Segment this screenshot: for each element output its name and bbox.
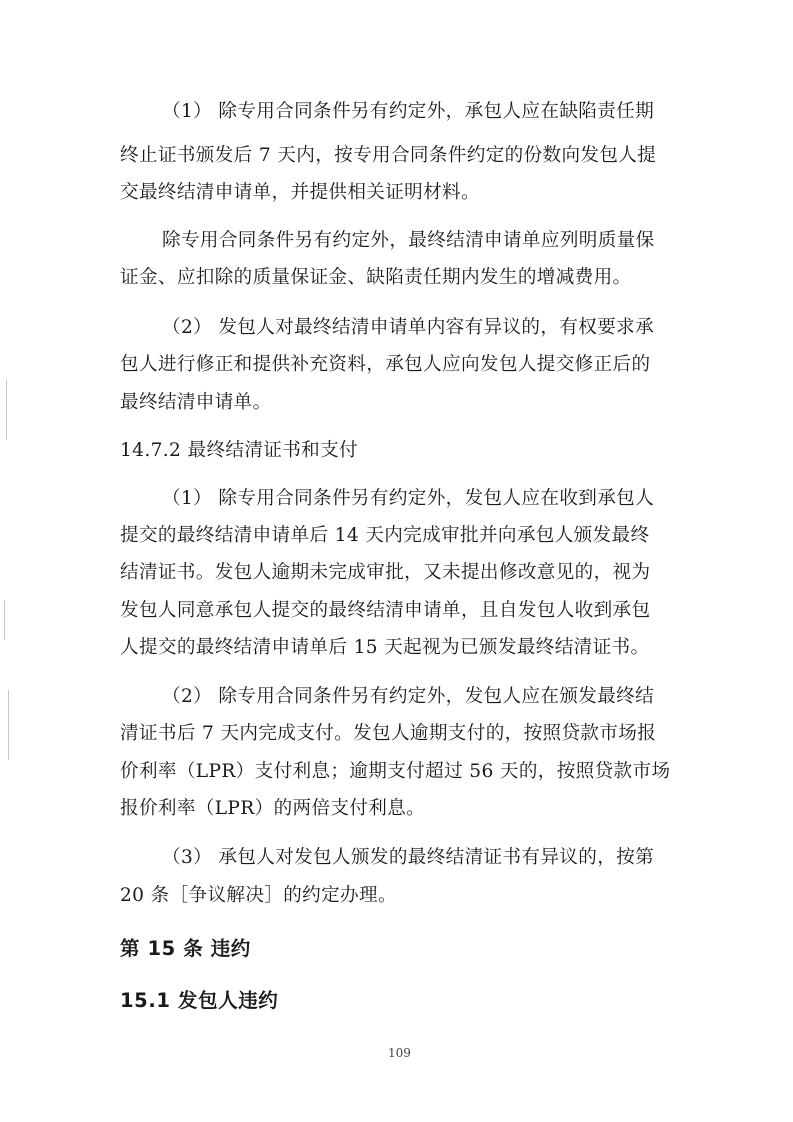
- paragraph-line: （1） 除专用合同条件另有约定外，发包人应在收到承包人: [162, 488, 655, 509]
- paragraph-line: 证金、应扣除的质量保证金、缺陷责任期内发生的增减费用。: [120, 267, 632, 288]
- scan-artifact: [8, 690, 9, 760]
- paragraph-line: 终止证书颁发后 7 天内，按专用合同条件约定的份数向发包人提: [120, 145, 657, 166]
- paragraph-line: 提交的最终结清申请单后 14 天内完成审批并向承包人颁发最终: [120, 525, 650, 546]
- paragraph-line: 交最终结清申请单，并提供相关证明材料。: [120, 182, 480, 203]
- paragraph-line: 除专用合同条件另有约定外，最终结清申请单应列明质量保: [162, 230, 655, 251]
- paragraph-line: 结清证书。发包人逾期未完成审批，又未提出修改意见的，视为: [120, 562, 651, 583]
- paragraph-line: 最终结清申请单。: [120, 392, 272, 413]
- paragraph-line: 20 条［争议解决］的约定办理。: [120, 885, 397, 906]
- paragraph-line: 价利率（LPR）支付利息；逾期支付超过 56 天的，按照贷款市场: [120, 761, 671, 782]
- paragraph-line: （2） 发包人对最终结清申请单内容有异议的，有权要求承: [162, 317, 655, 338]
- paragraph-line: 人提交的最终结清申请单后 15 天起视为已颁发最终结清证书。: [120, 637, 650, 658]
- article-heading: 第 15 条 违约: [120, 937, 251, 960]
- scan-artifact: [6, 380, 7, 440]
- subsection-heading: 14.7.2 最终结清证书和支付: [120, 440, 358, 461]
- scan-artifact: [4, 600, 5, 640]
- paragraph-line: 报价利率（LPR）的两倍支付利息。: [120, 798, 426, 819]
- paragraph-line: 包人进行修正和提供补充资料，承包人应向发包人提交修正后的: [120, 354, 651, 375]
- paragraph-line: （1） 除专用合同条件另有约定外，承包人应在缺陷责任期: [162, 101, 655, 122]
- section-heading: 15.1 发包人违约: [120, 989, 279, 1012]
- paragraph-line: 清证书后 7 天内完成支付。发包人逾期支付的，按照贷款市场报: [120, 723, 657, 744]
- paragraph-line: （3） 承包人对发包人颁发的最终结清证书有异议的，按第: [162, 847, 655, 868]
- page-number: 109: [388, 1046, 411, 1060]
- paragraph-line: （2） 除专用合同条件另有约定外，发包人应在颁发最终结: [162, 686, 655, 707]
- paragraph-line: 发包人同意承包人提交的最终结清申请单，且自发包人收到承包: [120, 600, 651, 621]
